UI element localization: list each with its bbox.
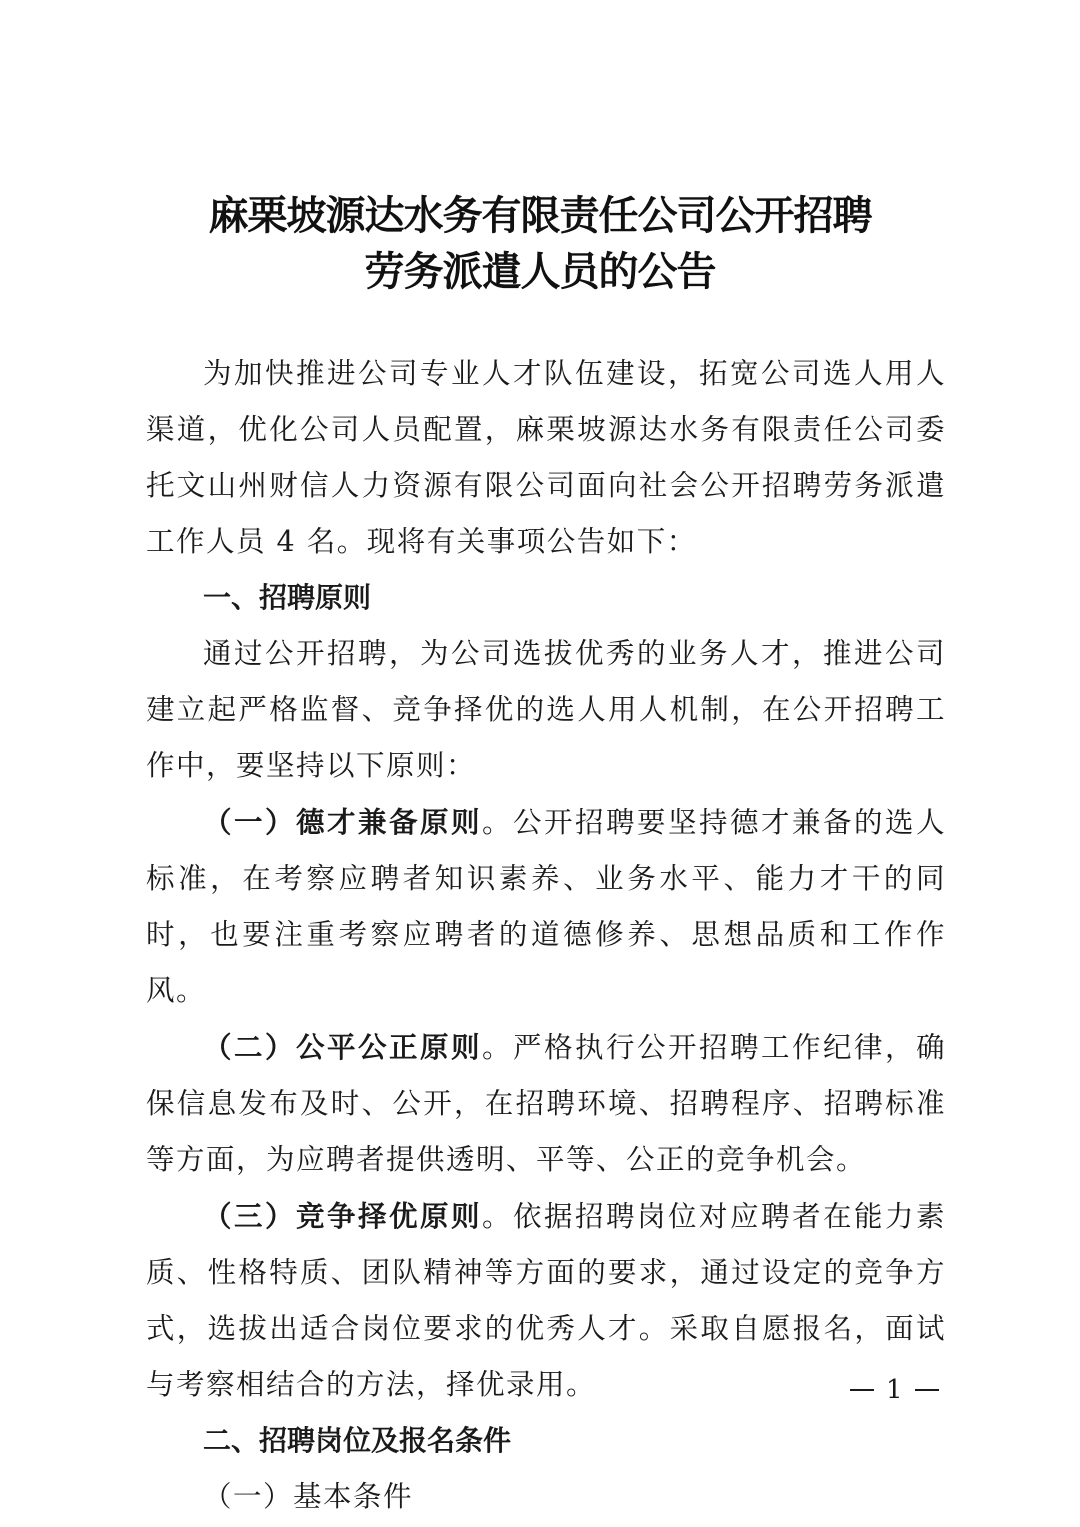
document-title-line1: 麻栗坡源达水务有限责任公司公开招聘 (208, 192, 872, 239)
section1-intro-paragraph: 通过公开招聘，为公司选拔优秀的业务人才，推进公司建立起严格监督、竞争择优的选人用人机制，在公开招聘工作中，要坚持以下原则： (146, 637, 946, 782)
principle-2-label: （二）公平公正原则 (203, 1030, 482, 1064)
document-title-line2: 劳务派遣人员的公告 (364, 248, 716, 295)
page-number-right-dash (915, 1389, 939, 1391)
principle-3-paragraph (146, 1188, 946, 1413)
page-number-left-dash (850, 1389, 874, 1391)
principle-1-label: （一）德才兼备原则 (203, 805, 482, 839)
principle-3-label: （三）竞争择优原则 (203, 1199, 482, 1233)
principle-1-text: 。公开招聘要坚持德才兼备的选人标准，在考察应聘者知识素养、业务水平、能力才干的同时，也要注重考察应聘者的道德修养、思想品质和工作作风。 (146, 806, 946, 1007)
principle-1-paragraph (146, 794, 946, 1019)
principle-2-text: 。严格执行公开招聘工作纪律，确保信息发布及时、公开，在招聘环境、招聘程序、招聘标准等方面，为应聘者提供透明、平等、公正的竞争机会。 (146, 1031, 946, 1176)
principle-2-paragraph (146, 1019, 946, 1188)
section2-heading: 二、招聘岗位及报名条件 (203, 1424, 512, 1457)
principle-3-text: 。依据招聘岗位对应聘者在能力素质、性格特质、团队精神等方面的要求，通过设定的竞争方式，选拔出适合岗位要求的优秀人才。采取自愿报名，面试与考察相结合的方法，择优录用。 (146, 1200, 946, 1401)
document-body (146, 346, 946, 1525)
section1-heading: 一、招聘原则 (203, 581, 372, 614)
intro-paragraph: 为加快推进公司专业人才队伍建设，拓宽公司选人用人渠道，优化公司人员配置，麻栗坡源达水务有限责任公司委托文山州财信人力资源有限公司面向社会公开招聘劳务派遣工作人员 4 名。现将有关事项公告如下： (146, 357, 946, 558)
page-number-footer (850, 1372, 960, 1408)
section2-subheading-basic-conditions: （一）基本条件 (203, 1480, 414, 1513)
page-number: 1 (886, 1375, 903, 1405)
